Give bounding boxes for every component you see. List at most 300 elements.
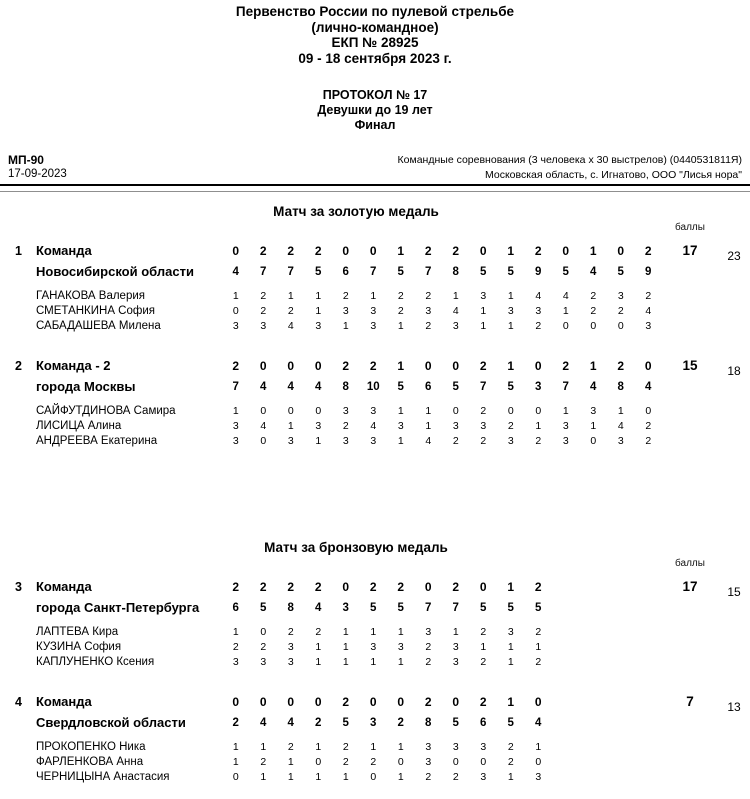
team-sum-cell: 4 bbox=[645, 380, 652, 393]
team-points-cell: 1 bbox=[507, 358, 515, 373]
team-sum-cell: 4 bbox=[590, 265, 597, 278]
team-rank: 1 bbox=[15, 243, 22, 258]
shooter-shot-cell: 3 bbox=[260, 319, 267, 332]
team-points-cell: 2 bbox=[617, 358, 625, 373]
shooter-shot-cell: 2 bbox=[535, 655, 542, 668]
shooter-shot-cell: 1 bbox=[562, 404, 569, 417]
shooter-shot-cell: 0 bbox=[397, 755, 404, 768]
shooter-shot-cell: 1 bbox=[342, 655, 349, 668]
team-points-cell: 0 bbox=[479, 243, 487, 258]
shooter-shot-cell: 1 bbox=[287, 289, 294, 302]
shooter-shot-cell: 1 bbox=[342, 319, 349, 332]
shooter-shot-cell: 2 bbox=[480, 655, 487, 668]
team-sums-row bbox=[0, 597, 750, 618]
team-sum-cell: 2 bbox=[315, 716, 322, 729]
shooter-shot-cell: 3 bbox=[507, 434, 514, 447]
shooter-shot-cell: 1 bbox=[315, 640, 322, 653]
team-side-number: 18 bbox=[727, 363, 741, 378]
shooter-shot-cell: 2 bbox=[287, 625, 294, 638]
shooter-shot-cell: 2 bbox=[507, 419, 514, 432]
team-sum-cell: 6 bbox=[425, 380, 432, 393]
shooter-shot-cell: 3 bbox=[562, 434, 569, 447]
team-sum-cell: 4 bbox=[590, 380, 597, 393]
team-rank: 4 bbox=[15, 694, 22, 709]
shooter-shot-cell: 4 bbox=[425, 434, 432, 447]
stage-label: Финал bbox=[354, 118, 396, 132]
shooter-shot-cell: 2 bbox=[342, 289, 349, 302]
team-name-line2: Свердловской области bbox=[36, 715, 186, 730]
shooter-shot-cell: 2 bbox=[425, 289, 432, 302]
team-sums-row bbox=[0, 376, 750, 397]
team-sum-cell: 3 bbox=[535, 380, 542, 393]
team-sum-cell: 4 bbox=[287, 716, 294, 729]
shooter-shot-cell: 3 bbox=[232, 434, 239, 447]
team-main-row bbox=[0, 240, 750, 261]
team-sum-cell: 4 bbox=[315, 380, 322, 393]
shooter-shot-cell: 1 bbox=[232, 289, 239, 302]
competition-dates-line: 09 - 18 сентября 2023 г. bbox=[298, 50, 452, 66]
shooter-shot-cell: 3 bbox=[370, 640, 377, 653]
shooter-name: КУЗИНА София bbox=[36, 640, 122, 653]
team-points-cell: 0 bbox=[397, 694, 405, 709]
shooter-shot-cell: 1 bbox=[480, 640, 487, 653]
team-sum-cell: 4 bbox=[232, 265, 239, 278]
shooter-shot-cell: 2 bbox=[507, 740, 514, 753]
shooter-shot-cell: 3 bbox=[617, 434, 624, 447]
shooter-name: ЛАПТЕВА Кира bbox=[36, 625, 119, 638]
team-points-cell: 0 bbox=[452, 358, 460, 373]
shooter-shot-cell: 2 bbox=[287, 304, 294, 317]
shooter-shot-cell: 4 bbox=[370, 419, 377, 432]
shooter-shot-cell: 2 bbox=[397, 289, 404, 302]
points-column-label: баллы bbox=[675, 222, 705, 233]
team-points-cell: 0 bbox=[369, 243, 377, 258]
shooter-shot-cell: 3 bbox=[562, 419, 569, 432]
team-sum-cell: 5 bbox=[617, 265, 624, 278]
shooter-shot-cell: 2 bbox=[260, 640, 267, 653]
competition-title-line: Первенство России по пулевой стрельбе bbox=[235, 4, 515, 19]
shooter-shot-cell: 1 bbox=[342, 640, 349, 653]
team-points-cell: 2 bbox=[287, 243, 295, 258]
shooter-shot-cell: 1 bbox=[232, 625, 239, 638]
shooter-shot-cell: 0 bbox=[232, 304, 239, 317]
team-points-cell: 2 bbox=[644, 243, 652, 258]
team-points-cell: 2 bbox=[232, 579, 240, 594]
team-points-cell: 1 bbox=[397, 243, 405, 258]
shooter-shot-cell: 3 bbox=[480, 289, 487, 302]
shooter-shot-cell: 1 bbox=[397, 740, 404, 753]
team-points-cell: 0 bbox=[259, 694, 267, 709]
team-sum-cell: 7 bbox=[480, 380, 487, 393]
team-sum-cell: 5 bbox=[480, 601, 487, 614]
shooter-shot-cell: 3 bbox=[507, 304, 514, 317]
team-name-line1: Команда bbox=[36, 243, 92, 258]
shooter-shot-cell: 3 bbox=[397, 419, 404, 432]
shooter-shot-cell: 3 bbox=[452, 655, 459, 668]
shooter-shot-cell: 2 bbox=[535, 434, 542, 447]
shooter-shot-cell: 1 bbox=[315, 289, 322, 302]
event-date: 17-09-2023 bbox=[8, 168, 67, 180]
shooter-shot-cell: 3 bbox=[507, 625, 514, 638]
team-points-cell: 1 bbox=[397, 358, 405, 373]
team-sum-cell: 4 bbox=[260, 380, 267, 393]
shooter-shot-cell: 3 bbox=[232, 419, 239, 432]
shooter-shot-cell: 2 bbox=[260, 289, 267, 302]
team-sum-cell: 7 bbox=[425, 601, 432, 614]
shooter-name: КАПЛУНЕНКО Ксения bbox=[36, 655, 155, 668]
team-score: 17 bbox=[682, 243, 698, 258]
team-main-row bbox=[0, 691, 750, 712]
shooter-row bbox=[0, 639, 750, 654]
team-sum-cell: 4 bbox=[315, 601, 322, 614]
shooter-shot-cell: 3 bbox=[370, 404, 377, 417]
shooter-row bbox=[0, 288, 750, 303]
team-sum-cell: 5 bbox=[507, 601, 514, 614]
team-points-cell: 2 bbox=[479, 358, 487, 373]
shooter-shot-cell: 1 bbox=[342, 625, 349, 638]
shooter-shot-cell: 2 bbox=[260, 755, 267, 768]
shooter-shot-cell: 1 bbox=[287, 755, 294, 768]
team-points-cell: 1 bbox=[589, 243, 597, 258]
team-sum-cell: 5 bbox=[370, 601, 377, 614]
shooter-shot-cell: 1 bbox=[535, 640, 542, 653]
shooter-shot-cell: 2 bbox=[425, 770, 432, 783]
shooter-shot-cell: 3 bbox=[287, 640, 294, 653]
shooter-name: ПРОКОПЕНКО Ника bbox=[36, 740, 146, 753]
shooter-shot-cell: 3 bbox=[617, 289, 624, 302]
team-score: 7 bbox=[686, 694, 694, 709]
shooter-shot-cell: 2 bbox=[452, 434, 459, 447]
team-block bbox=[0, 691, 750, 784]
shooter-shot-cell: 0 bbox=[590, 319, 597, 332]
team-sum-cell: 7 bbox=[370, 265, 377, 278]
shooter-row bbox=[0, 739, 750, 754]
shooter-shot-cell: 3 bbox=[370, 319, 377, 332]
shooter-shot-cell: 0 bbox=[232, 770, 239, 783]
shooter-shot-cell: 3 bbox=[452, 419, 459, 432]
team-points-cell: 2 bbox=[259, 579, 267, 594]
shooter-shot-cell: 0 bbox=[315, 404, 322, 417]
shooter-row bbox=[0, 433, 750, 448]
shooter-shot-cell: 1 bbox=[342, 770, 349, 783]
shooter-shot-cell: 0 bbox=[260, 625, 267, 638]
team-score: 15 bbox=[682, 358, 698, 373]
shooter-shot-cell: 1 bbox=[480, 304, 487, 317]
shooter-shot-cell: 0 bbox=[452, 404, 459, 417]
shooter-shot-cell: 3 bbox=[480, 740, 487, 753]
shooter-shot-cell: 1 bbox=[507, 640, 514, 653]
team-points-cell: 0 bbox=[287, 358, 295, 373]
shooter-shot-cell: 2 bbox=[535, 319, 542, 332]
team-rank: 2 bbox=[15, 358, 22, 373]
shooter-shot-cell: 1 bbox=[507, 289, 514, 302]
shooter-shot-cell: 3 bbox=[480, 770, 487, 783]
shooter-shot-cell: 1 bbox=[232, 755, 239, 768]
shooter-shot-cell: 2 bbox=[425, 640, 432, 653]
protocol-number: ПРОТОКОЛ № 17 bbox=[322, 88, 428, 102]
team-points-cell: 2 bbox=[287, 579, 295, 594]
shooter-shot-cell: 2 bbox=[342, 419, 349, 432]
shooter-name: ГАНАКОВА Валерия bbox=[36, 289, 145, 302]
team-sum-cell: 5 bbox=[480, 265, 487, 278]
shooter-shot-cell: 2 bbox=[425, 319, 432, 332]
shooter-shot-cell: 1 bbox=[507, 655, 514, 668]
team-points-cell: 1 bbox=[507, 579, 515, 594]
team-main-row bbox=[0, 355, 750, 376]
shooter-shot-cell: 1 bbox=[370, 655, 377, 668]
team-points-cell: 0 bbox=[424, 579, 432, 594]
shooter-shot-cell: 0 bbox=[260, 434, 267, 447]
shooter-shot-cell: 2 bbox=[315, 625, 322, 638]
shooter-shot-cell: 3 bbox=[452, 640, 459, 653]
team-sum-cell: 9 bbox=[645, 265, 652, 278]
team-points-cell: 0 bbox=[287, 694, 295, 709]
meta-left bbox=[8, 153, 67, 182]
shooter-shot-cell: 3 bbox=[452, 740, 459, 753]
shooter-shot-cell: 3 bbox=[425, 740, 432, 753]
shooter-shot-cell: 1 bbox=[370, 740, 377, 753]
team-sum-cell: 3 bbox=[342, 601, 349, 614]
shooter-shot-cell: 4 bbox=[645, 304, 652, 317]
shooter-name: СМЕТАНКИНА София bbox=[36, 304, 155, 317]
section-title: Матч за золотую медаль bbox=[273, 204, 439, 219]
team-side-number: 15 bbox=[727, 584, 741, 599]
team-points-cell: 2 bbox=[424, 694, 432, 709]
shooter-name: АНДРЕЕВА Екатерина bbox=[36, 434, 158, 447]
shooter-shot-cell: 0 bbox=[315, 755, 322, 768]
team-sum-cell: 5 bbox=[342, 716, 349, 729]
team-points-cell: 1 bbox=[507, 694, 515, 709]
shooter-shot-cell: 1 bbox=[315, 770, 322, 783]
shooter-name: ЧЕРНИЦЫНА Анастасия bbox=[36, 770, 170, 783]
header-divider-thick bbox=[0, 184, 750, 186]
team-points-cell: 0 bbox=[232, 694, 240, 709]
shooter-shot-cell: 3 bbox=[342, 404, 349, 417]
shooter-shot-cell: 1 bbox=[397, 319, 404, 332]
team-name-line1: Команда bbox=[36, 694, 92, 709]
team-sum-cell: 5 bbox=[452, 716, 459, 729]
shooter-name: ФАРЛЕНКОВА Анна bbox=[36, 755, 144, 768]
shooter-shot-cell: 2 bbox=[617, 304, 624, 317]
header-divider-thin bbox=[0, 191, 750, 192]
shooter-shot-cell: 1 bbox=[507, 770, 514, 783]
team-block bbox=[0, 240, 750, 333]
shooter-shot-cell: 0 bbox=[370, 770, 377, 783]
shooter-shot-cell: 1 bbox=[452, 625, 459, 638]
shooter-shot-cell: 1 bbox=[315, 434, 322, 447]
team-sum-cell: 5 bbox=[452, 380, 459, 393]
team-rank: 3 bbox=[15, 579, 22, 594]
team-points-cell: 2 bbox=[397, 579, 405, 594]
team-sum-cell: 5 bbox=[535, 601, 542, 614]
team-side-number: 23 bbox=[727, 248, 741, 263]
document-header bbox=[0, 0, 750, 133]
shooter-row bbox=[0, 418, 750, 433]
shooter-shot-cell: 3 bbox=[480, 419, 487, 432]
team-sum-cell: 8 bbox=[452, 265, 459, 278]
team-sum-cell: 4 bbox=[287, 380, 294, 393]
shooter-shot-cell: 0 bbox=[535, 755, 542, 768]
team-sum-cell: 5 bbox=[315, 265, 322, 278]
shooter-shot-cell: 1 bbox=[562, 304, 569, 317]
shooter-shot-cell: 2 bbox=[232, 640, 239, 653]
team-sum-cell: 8 bbox=[617, 380, 624, 393]
team-sum-cell: 6 bbox=[342, 265, 349, 278]
team-sum-cell: 5 bbox=[397, 380, 404, 393]
team-sum-cell: 4 bbox=[260, 716, 267, 729]
shooter-name: САБАДАШЕВА Милена bbox=[36, 319, 161, 332]
team-block bbox=[0, 355, 750, 448]
shooter-shot-cell: 2 bbox=[480, 625, 487, 638]
section-title: Матч за бронзовую медаль bbox=[264, 540, 448, 555]
protocol-title-block bbox=[0, 88, 750, 133]
team-sum-cell: 2 bbox=[397, 716, 404, 729]
shooter-shot-cell: 3 bbox=[315, 419, 322, 432]
team-sum-cell: 7 bbox=[425, 265, 432, 278]
shooter-row bbox=[0, 318, 750, 333]
shooter-shot-cell: 2 bbox=[645, 434, 652, 447]
shooter-shot-cell: 3 bbox=[232, 319, 239, 332]
shooter-shot-cell: 4 bbox=[452, 304, 459, 317]
team-points-cell: 0 bbox=[617, 243, 625, 258]
team-sum-cell: 5 bbox=[507, 380, 514, 393]
team-sum-cell: 9 bbox=[535, 265, 542, 278]
team-sum-cell: 8 bbox=[342, 380, 349, 393]
shooter-shot-cell: 1 bbox=[232, 404, 239, 417]
shooter-shot-cell: 0 bbox=[287, 404, 294, 417]
team-points-cell: 0 bbox=[369, 694, 377, 709]
team-points-cell: 0 bbox=[259, 358, 267, 373]
team-points-cell: 0 bbox=[644, 358, 652, 373]
shooter-shot-cell: 1 bbox=[370, 625, 377, 638]
shooter-shot-cell: 1 bbox=[397, 434, 404, 447]
team-points-cell: 0 bbox=[562, 243, 570, 258]
venue-note: Московская область, с. Игнатово, ООО "Лисья нора" bbox=[485, 168, 742, 181]
shooter-shot-cell: 1 bbox=[425, 404, 432, 417]
shooter-shot-cell: 2 bbox=[535, 625, 542, 638]
shooter-shot-cell: 3 bbox=[452, 319, 459, 332]
team-points-cell: 2 bbox=[534, 579, 542, 594]
team-sums-row bbox=[0, 261, 750, 282]
team-sum-cell: 5 bbox=[562, 265, 569, 278]
competition-title-block bbox=[0, 0, 750, 66]
team-sum-cell: 5 bbox=[260, 601, 267, 614]
shooter-shot-cell: 1 bbox=[480, 319, 487, 332]
team-points-cell: 2 bbox=[259, 243, 267, 258]
team-points-cell: 0 bbox=[342, 579, 350, 594]
shooter-row bbox=[0, 754, 750, 769]
shooter-shot-cell: 0 bbox=[507, 404, 514, 417]
team-shooters bbox=[0, 624, 750, 669]
team-points-cell: 2 bbox=[232, 358, 240, 373]
shooter-shot-cell: 1 bbox=[535, 419, 542, 432]
team-name-line1: Команда - 2 bbox=[36, 358, 111, 373]
team-name-line1: Команда bbox=[36, 579, 92, 594]
shooter-name: ЛИСИЦА Алина bbox=[36, 419, 122, 432]
shooter-row bbox=[0, 403, 750, 418]
shooter-shot-cell: 2 bbox=[590, 289, 597, 302]
shooter-shot-cell: 3 bbox=[260, 655, 267, 668]
team-points-cell: 1 bbox=[507, 243, 515, 258]
team-shooters bbox=[0, 288, 750, 333]
meta-right bbox=[398, 153, 742, 182]
shooter-shot-cell: 1 bbox=[397, 625, 404, 638]
shooter-shot-cell: 3 bbox=[287, 434, 294, 447]
shooter-shot-cell: 2 bbox=[342, 755, 349, 768]
shooter-name: САЙФУТДИНОВА Самира bbox=[36, 404, 176, 417]
match-section bbox=[0, 540, 750, 784]
shooter-shot-cell: 2 bbox=[425, 655, 432, 668]
shooter-shot-cell: 2 bbox=[645, 289, 652, 302]
team-side-number: 13 bbox=[727, 699, 741, 714]
team-block bbox=[0, 576, 750, 669]
shooter-shot-cell: 1 bbox=[425, 419, 432, 432]
shooter-shot-cell: 0 bbox=[480, 755, 487, 768]
points-column-label: баллы bbox=[675, 558, 705, 569]
team-points-cell: 0 bbox=[479, 579, 487, 594]
team-points-cell: 0 bbox=[314, 358, 322, 373]
team-sum-cell: 7 bbox=[452, 601, 459, 614]
team-points-cell: 2 bbox=[342, 358, 350, 373]
shooter-shot-cell: 3 bbox=[232, 655, 239, 668]
team-sum-cell: 6 bbox=[480, 716, 487, 729]
shooter-shot-cell: 1 bbox=[452, 289, 459, 302]
shooter-row bbox=[0, 303, 750, 318]
team-sums-row bbox=[0, 712, 750, 733]
shooter-shot-cell: 3 bbox=[425, 755, 432, 768]
shooter-shot-cell: 3 bbox=[287, 655, 294, 668]
shooter-shot-cell: 2 bbox=[342, 740, 349, 753]
shooter-shot-cell: 2 bbox=[397, 304, 404, 317]
shooter-shot-cell: 1 bbox=[315, 304, 322, 317]
team-sum-cell: 7 bbox=[287, 265, 294, 278]
shooter-shot-cell: 0 bbox=[562, 319, 569, 332]
team-shooters bbox=[0, 403, 750, 448]
team-points-cell: 2 bbox=[452, 243, 460, 258]
shooter-shot-cell: 1 bbox=[315, 655, 322, 668]
match-sections bbox=[0, 204, 750, 784]
shooter-shot-cell: 3 bbox=[425, 304, 432, 317]
team-main-row bbox=[0, 576, 750, 597]
shooter-shot-cell: 3 bbox=[645, 319, 652, 332]
shooter-shot-cell: 0 bbox=[590, 434, 597, 447]
shooter-row bbox=[0, 624, 750, 639]
team-points-cell: 0 bbox=[424, 358, 432, 373]
shooter-shot-cell: 2 bbox=[452, 770, 459, 783]
event-code: МП-90 bbox=[8, 153, 44, 167]
shooter-shot-cell: 0 bbox=[452, 755, 459, 768]
team-points-cell: 2 bbox=[534, 243, 542, 258]
team-format-note: Командные соревнования (3 человека х 30 выстрелов) (0440531811Я) bbox=[397, 154, 742, 166]
shooter-shot-cell: 3 bbox=[370, 304, 377, 317]
team-points-cell: 2 bbox=[562, 358, 570, 373]
team-points-cell: 0 bbox=[314, 694, 322, 709]
team-sum-cell: 5 bbox=[507, 265, 514, 278]
team-sum-cell: 7 bbox=[260, 265, 267, 278]
shooter-shot-cell: 2 bbox=[260, 304, 267, 317]
shooter-shot-cell: 1 bbox=[397, 655, 404, 668]
team-sum-cell: 2 bbox=[232, 716, 239, 729]
team-points-cell: 2 bbox=[479, 694, 487, 709]
shooter-shot-cell: 3 bbox=[342, 434, 349, 447]
shooter-shot-cell: 2 bbox=[287, 740, 294, 753]
shooter-shot-cell: 0 bbox=[260, 404, 267, 417]
shooter-shot-cell: 2 bbox=[645, 419, 652, 432]
shooter-shot-cell: 1 bbox=[590, 419, 597, 432]
shooter-shot-cell: 3 bbox=[535, 770, 542, 783]
shooter-shot-cell: 1 bbox=[232, 740, 239, 753]
team-sum-cell: 5 bbox=[397, 265, 404, 278]
